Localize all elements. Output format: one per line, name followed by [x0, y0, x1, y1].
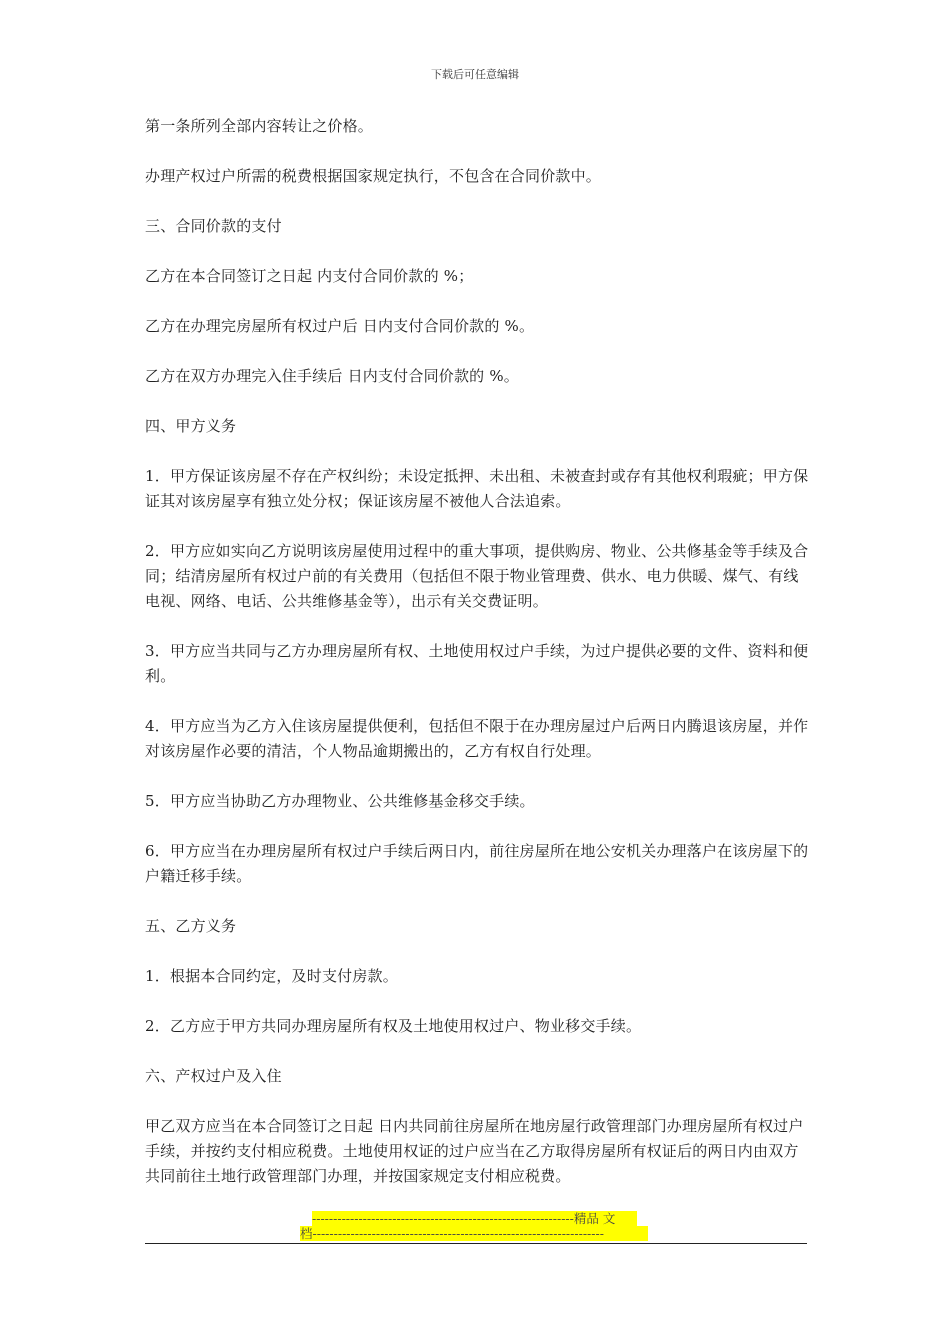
section-heading-party-b-obligations: 五、乙方义务 [145, 917, 237, 935]
paragraph-payment-1: 乙方在本合同签订之日起 内支付合同价款的 %； [145, 267, 474, 285]
paragraph-price-reference: 第一条所列全部内容转让之价格。 [145, 117, 374, 135]
section-heading-transfer-occupancy: 六、产权过户及入住 [145, 1067, 282, 1085]
paragraph-tax-fees: 办理产权过户所需的税费根据国家规定执行，不包含在合同价款中。 [145, 167, 602, 185]
paragraph-party-a-2: 2．甲方应如实向乙方说明该房屋使用过程中的重大事项，提供购房、物业、公共修基金等手续及合同；结清房屋所有权过户前的有关费用（包括但不限于物业管理费、供水、电力供暖、煤气、有线电视、网络、电话、公共维修基金等），出示有关交费证明。 [145, 542, 809, 610]
paragraph-party-b-2: 2．乙方应于甲方共同办理房屋所有权及土地使用权过户、物业移交手续。 [145, 1017, 642, 1035]
footer-divider [145, 1243, 807, 1244]
paragraph-payment-2: 乙方在办理完房屋所有权过户后 日内支付合同价款的 %。 [145, 317, 535, 335]
document-body [145, 114, 810, 1214]
page-header: 下载后可任意编辑 [431, 68, 519, 81]
paragraph-party-b-1: 1．根据本合同约定，及时支付房款。 [145, 967, 398, 985]
footer-watermark [300, 1211, 650, 1241]
paragraph-party-a-4: 4．甲方应当为乙方入住该房屋提供便利，包括但不限于在办理房屋过户后两日内腾退该房屋，并作对该房屋作必要的清洁，个人物品逾期搬出的，乙方有权自行处理。 [145, 717, 809, 760]
section-heading-party-a-obligations: 四、甲方义务 [145, 417, 237, 435]
paragraph-party-a-1: 1．甲方保证该房屋不存在产权纠纷；未设定抵押、未出租、未被查封或存有其他权利瑕疵；甲方保证其对该房屋享有独立处分权；保证该房屋不被他人合法追索。 [145, 467, 809, 510]
section-heading-payment: 三、合同价款的支付 [145, 217, 282, 235]
footer-line-2: 档--------------------------------------------------------------------- [300, 1226, 648, 1241]
paragraph-party-a-5: 5．甲方应当协助乙方办理物业、公共维修基金移交手续。 [145, 792, 535, 810]
footer-line-1: --------------------------------------------------------------精品 文 [312, 1211, 637, 1226]
paragraph-party-a-6: 6．甲方应当在办理房屋所有权过户手续后两日内，前往房屋所在地公安机关办理落户在该房屋下的户籍迁移手续。 [145, 842, 809, 885]
paragraph-payment-3: 乙方在双方办理完入住手续后 日内支付合同价款的 %。 [145, 367, 519, 385]
paragraph-party-a-3: 3．甲方应当共同与乙方办理房屋所有权、土地使用权过户手续，为过户提供必要的文件、资料和便利。 [145, 642, 809, 685]
paragraph-transfer-occupancy: 甲乙双方应当在本合同签订之日起 日内共同前往房屋所在地房屋行政管理部门办理房屋所有权过户手续，并按约支付相应税费。土地使用权证的过户应当在乙方取得房屋所有权证后的两日内由双方共同前往土地行政管理部门办理，并按国家规定支付相应税费。 [145, 1117, 804, 1185]
